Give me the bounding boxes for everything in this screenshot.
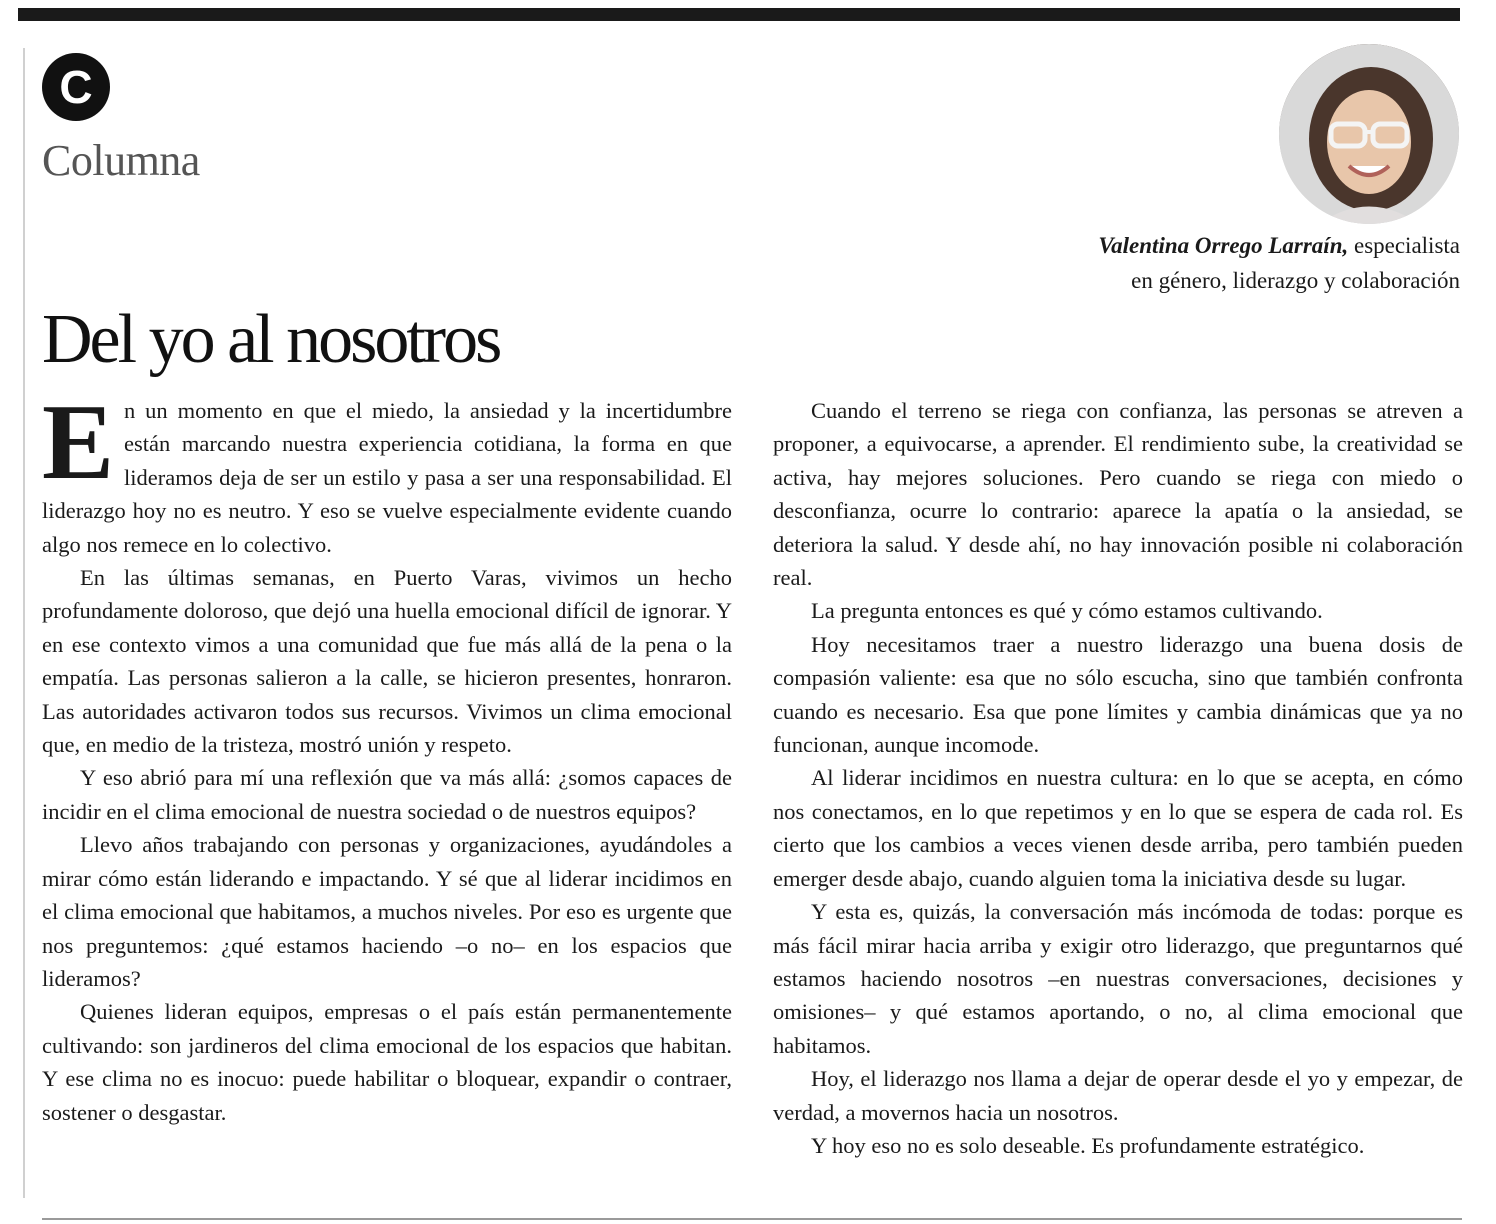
section-label: Columna: [42, 136, 200, 185]
article-column-left: [42, 383, 732, 1129]
paragraph-3: Y eso abrió para mí una reflexión que va más allá: ¿somos capaces de incidir en el clima emocional de nuestra sociedad o de nuestros equipos?: [42, 765, 732, 824]
left-margin-rule: [23, 48, 25, 1198]
paragraph-8: Hoy necesitamos traer a nuestro liderazgo una buena dosis de compasión valiente: esa que no sólo escucha, sino que también confronta cuando es necesario. Esa que pone límites y cambia dinámicas que ya no funcionan, aunque incomode.: [773, 631, 1463, 758]
author-role-2: en género, liderazgo y colaboración: [1131, 268, 1460, 293]
paragraph-1: [42, 383, 732, 561]
paragraph-7: La pregunta entonces es qué y cómo estamos cultivando.: [811, 598, 1323, 624]
paragraph-5: Quienes lideran equipos, empresas o el país están permanentemente cultivando: son jardineros del clima emocional de los espacios que habitan. Y ese clima no es inocuo: puede habilitar o bloquear, expandir o contraer, sostener o desgastar.: [42, 999, 732, 1125]
section-c-icon: [42, 53, 110, 121]
bottom-rule: [42, 1218, 1462, 1220]
paragraph-9: Al liderar incidimos en nuestra cultura: en lo que se acepta, en cómo nos conectamos, en lo que repetimos y en lo que se espera de cada rol. Es cierto que los cambios a veces vienen desde arriba, pero también pueden emerger desde abajo, cuando alguien toma la iniciativa desde su lugar.: [773, 765, 1463, 891]
drop-cap: E: [42, 383, 115, 502]
author-portrait-image: [1279, 44, 1459, 224]
paragraph-4: Llevo años trabajando con personas y organizaciones, ayudándoles a mirar cómo están liderando e impactando. Y sé que al liderar incidimos en el clima emocional que habitamos, a muchos niveles. Por eso es urgente que nos preguntemos: ¿qué estamos haciendo –o no– en los espacios que lideramos?: [42, 832, 732, 991]
paragraph-2: En las últimas semanas, en Puerto Varas, vivimos un hecho profundamente doloroso, que dejó una huella emocional difícil de ignorar. Y en ese contexto vimos a una comunidad que fue más allá de la pena o la empatía. Las personas salieron a la calle, se hicieron presentes, honraron. Las autoridades activaron todos sus recursos. Vivimos un clima emocional que, en medio de la tristeza, mostró unión y respeto.: [42, 565, 732, 758]
paragraph-1-text: n un momento en que el miedo, la ansiedad y la incertidumbre están marcando nuestra experiencia cotidiana, la forma en que lideramos deja de ser un estilo y pasa a ser una responsabilidad. El liderazgo hoy no es neutro. Y eso se vuelve especialmente evidente cuando algo nos remece en lo colectivo.: [42, 398, 732, 557]
paragraph-10: Y esta es, quizás, la conversación más incómoda de todas: porque es más fácil mirar hacia arriba y exigir otro liderazgo, que preguntarnos qué estamos haciendo nosotros –en nuestras conversaciones, decisiones y omisiones– y qué estamos aportando, o no, al clima emocional que habitamos.: [773, 899, 1463, 1058]
paragraph-11: Hoy, el liderazgo nos llama a dejar de operar desde el yo y empezar, de verdad, a movernos hacia un nosotros.: [773, 1066, 1463, 1125]
article-column-right: [773, 394, 1463, 1162]
top-rule: [18, 8, 1460, 21]
author-portrait: [1279, 44, 1459, 224]
paragraph-12: Y hoy eso no es solo deseable. Es profundamente estratégico.: [811, 1132, 1365, 1158]
headline: Del yo al nosotros: [42, 301, 500, 378]
author-role-1: especialista: [1353, 233, 1460, 258]
paragraph-6: Cuando el terreno se riega con confianza, las personas se atreven a proponer, a equivocarse, a aprender. El rendimiento sube, la creatividad se activa, hay mejores soluciones. Pero cuando se riega con miedo o desconfianza, ocurre lo contrario: aparece la apatía o la ansiedad, se deteriora la salud. Y desde ahí, no hay innovación posible ni colaboración real.: [773, 398, 1463, 591]
section-icon-letter: C: [59, 61, 93, 113]
byline-line-1: [1098, 228, 1460, 263]
author-name: Valentina Orrego Larraín,: [1098, 233, 1349, 258]
byline: [1098, 228, 1460, 298]
